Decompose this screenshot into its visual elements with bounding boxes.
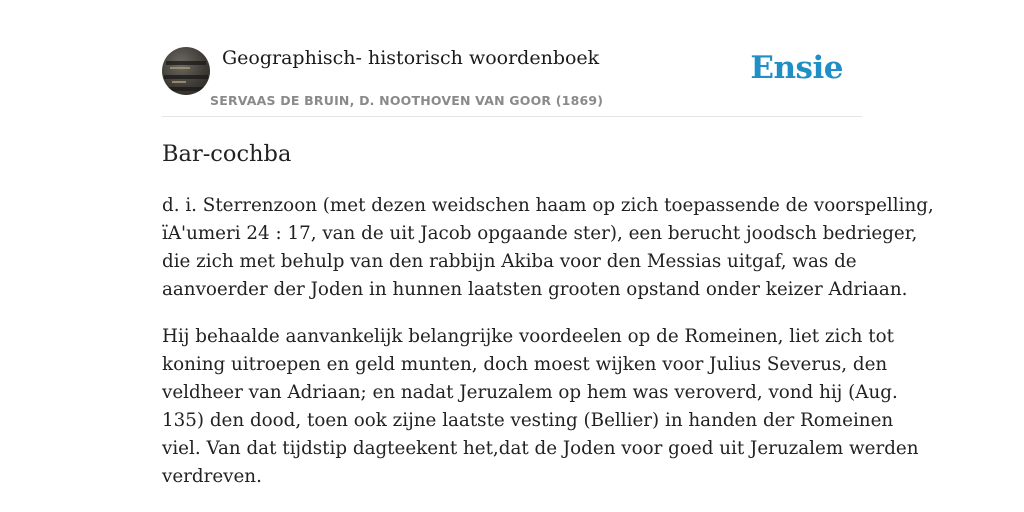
text-line: Hij behaalde aanvankelijk belangrijke voordeelen op de Romeinen, liet zich tot (162, 326, 894, 347)
book-author-year: SERVAAS DE BRUIN, D. NOOTHOVEN VAN GOOR (1869) (210, 93, 604, 108)
entry-paragraph-2 (162, 323, 919, 491)
text-line: veldheer van Adriaan; en nadat Jeruzalem op hem was veroverd, vond hij (Aug. (162, 382, 898, 403)
entry-paragraph-1 (162, 192, 934, 304)
book-title[interactable]: Geographisch- historisch woordenboek (222, 47, 600, 69)
text-line: viel. Van dat tijdstip dagteekent het,dat de Joden voor goed uit Jeruzalem werden (162, 438, 919, 459)
text-line: 135) den dood, toen ook zijne laatste vesting (Bellier) in handen der Romeinen (162, 410, 894, 431)
text-line: verdreven. (162, 466, 262, 487)
entry-body (162, 192, 934, 510)
text-line: ïA'umeri 24 : 17, van de uit Jacob opgaande ster), een berucht joodsch bedrieger, (162, 223, 918, 244)
text-line: die zich met behulp van den rabbijn Akiba voor den Messias uitgaf, was de (162, 251, 857, 272)
site-logo[interactable]: Ensie (750, 50, 843, 86)
entry-title: Bar-cochba (162, 141, 292, 167)
book-header (162, 42, 862, 117)
text-line: aanvoerder der Joden in hunnen laatsten grooten opstand onder keizer Adriaan. (162, 279, 908, 300)
text-line: koning uitroepen en geld munten, doch moest wijken voor Julius Severus, den (162, 354, 888, 375)
book-cover-thumbnail[interactable] (162, 47, 210, 95)
text-line: d. i. Sterrenzoon (met dezen weidschen haam op zich toepassende de voorspelling, (162, 195, 934, 216)
